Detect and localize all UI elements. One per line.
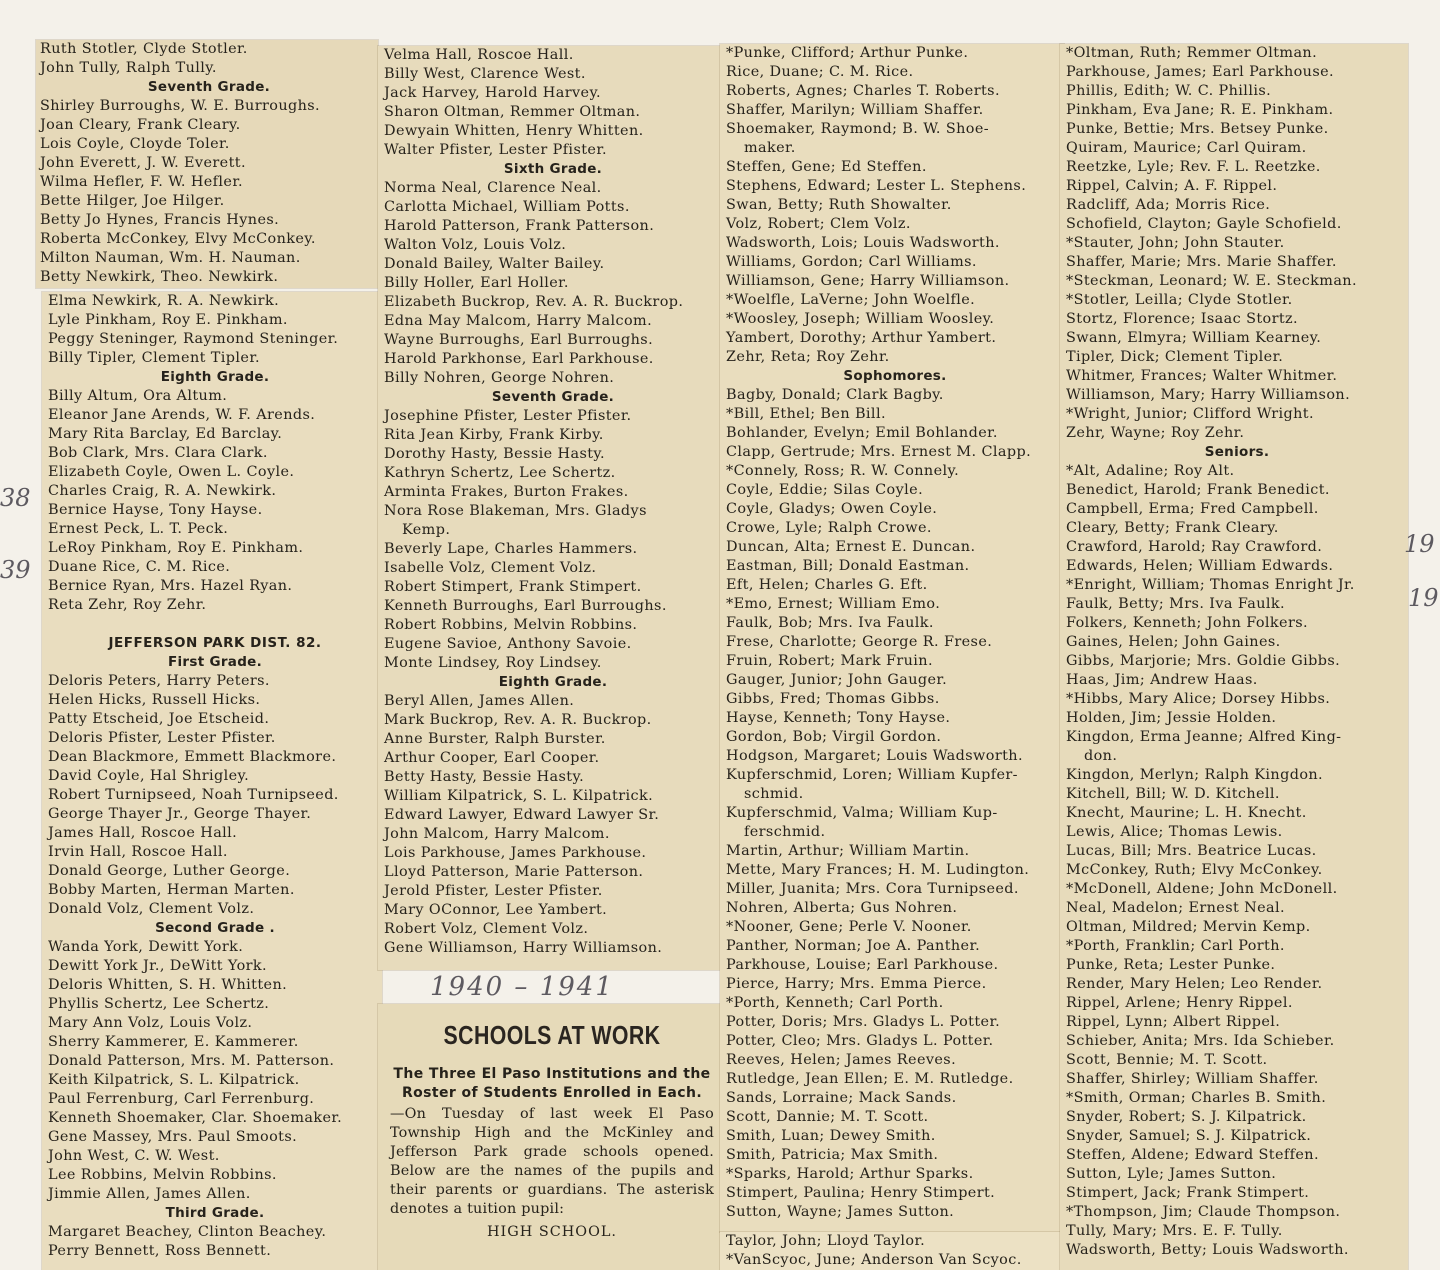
clipping-col3-bottom <box>720 1232 1064 1270</box>
roster-entry: Robert Stimpert, Frank Stimpert. <box>384 579 642 595</box>
roster-entry: Whitmer, Frances; Walter Whitmer. <box>1066 368 1338 384</box>
roster-entry: Cleary, Betty; Frank Cleary. <box>1066 520 1279 536</box>
roster-entry: *Stauter, John; John Stauter. <box>1066 235 1285 251</box>
roster-entry: Rutledge, Jean Ellen; E. M. Rutledge. <box>726 1071 1014 1087</box>
roster-entry: Bernice Ryan, Mrs. Hazel Ryan. <box>48 578 293 594</box>
roster-entry: Kenneth Burroughs, Earl Burroughs. <box>384 598 667 614</box>
roster-entry: Mary Ann Volz, Louis Volz. <box>48 1015 253 1031</box>
roster-entry: Walton Volz, Louis Volz. <box>384 237 567 253</box>
roster-entry: Phyllis Schertz, Lee Schertz. <box>48 996 270 1012</box>
roster-entry: Williams, Gordon; Carl Williams. <box>726 254 977 270</box>
roster-entry: Velma Hall, Roscoe Hall. <box>384 47 574 63</box>
roster-entry: *Porth, Kenneth; Carl Porth. <box>726 995 944 1011</box>
roster-entry: Isabelle Volz, Clement Volz. <box>384 560 597 576</box>
roster-entry: Parkhouse, Louise; Earl Parkhouse. <box>726 957 999 973</box>
roster-entry: John Tully, Ralph Tully. <box>40 60 217 76</box>
roster-entry: Pierce, Harry; Mrs. Emma Pierce. <box>726 976 987 992</box>
roster-entry: Phillis, Edith; W. C. Phillis. <box>1066 83 1272 99</box>
roster-entry: Deloris Whitten, S. H. Whitten. <box>48 977 288 993</box>
roster-entry: Lois Coyle, Cloyde Toler. <box>40 136 230 152</box>
roster-entry: Donald George, Luther George. <box>48 863 291 879</box>
roster-entry: Potter, Doris; Mrs. Gladys L. Potter. <box>726 1014 1001 1030</box>
roster-entry: Punke, Reta; Lester Punke. <box>1066 957 1276 973</box>
roster-entry: Mary OConnor, Lee Yambert. <box>384 902 608 918</box>
roster-entry: Harold Patterson, Frank Patterson. <box>384 218 655 234</box>
roster-entry: Carlotta Michael, William Potts. <box>384 199 630 215</box>
roster-entry: Crawford, Harold; Ray Crawford. <box>1066 539 1323 555</box>
roster-entry: *Connely, Ross; R. W. Connely. <box>726 463 960 479</box>
roster-entry: Lee Robbins, Melvin Robbins. <box>48 1167 277 1183</box>
article-headline: SCHOOLS AT WORK <box>443 1020 661 1050</box>
roster-entry: Duane Rice, C. M. Rice. <box>48 559 231 575</box>
roster-entry: Helen Hicks, Russell Hicks. <box>48 692 261 708</box>
roster-entry: Peggy Steninger, Raymond Steninger. <box>48 331 339 347</box>
roster-entry: Kingdon, Merlyn; Ralph Kingdon. <box>1066 767 1324 783</box>
roster-entry: Wadsworth, Lois; Louis Wadsworth. <box>726 235 1000 251</box>
clipping-col3-top <box>720 44 1064 1232</box>
roster-entry-continuation: ferschmid. <box>744 824 826 840</box>
roster-entry: Kingdon, Erma Jeanne; Alfred King- <box>1066 729 1342 745</box>
roster-entry: Margaret Beachey, Clinton Beachey. <box>48 1224 327 1240</box>
roster-entry: Rita Jean Kirby, Frank Kirby. <box>384 427 604 443</box>
roster-entry: Lyle Pinkham, Roy E. Pinkham. <box>48 312 288 328</box>
roster-entry: Swan, Betty; Ruth Showalter. <box>726 197 952 213</box>
roster-entry: Smith, Luan; Dewey Smith. <box>726 1128 936 1144</box>
roster-entry: *Sparks, Harold; Arthur Sparks. <box>726 1166 974 1182</box>
roster-entry: LeRoy Pinkham, Roy E. Pinkham. <box>48 540 304 556</box>
roster-entry: Steffen, Gene; Ed Steffen. <box>726 159 927 175</box>
roster-entry: Rice, Duane; C. M. Rice. <box>726 64 914 80</box>
roster-entry: Coyle, Gladys; Owen Coyle. <box>726 501 938 517</box>
roster-entry: Arthur Cooper, Earl Cooper. <box>384 750 600 766</box>
roster-entry: *Thompson, Jim; Claude Thompson. <box>1066 1204 1341 1220</box>
roster-entry: Jerold Pfister, Lester Pfister. <box>384 883 603 899</box>
roster-entry: Kitchell, Bill; W. D. Kitchell. <box>1066 786 1280 802</box>
roster-entry: Dewyain Whitten, Henry Whitten. <box>384 123 644 139</box>
roster-entry: Lois Parkhouse, James Parkhouse. <box>384 845 647 861</box>
roster-entry: Wanda York, Dewitt York. <box>48 939 244 955</box>
grade-heading: Seventh Grade. <box>147 79 271 95</box>
name-list <box>726 1232 1064 1270</box>
roster-entry: Lucas, Bill; Mrs. Beatrice Lucas. <box>1066 843 1317 859</box>
roster-entry: Bobby Marten, Herman Marten. <box>48 882 295 898</box>
roster-entry: Dorothy Hasty, Bessie Hasty. <box>384 446 606 462</box>
roster-entry: Milton Nauman, Wm. H. Nauman. <box>40 250 301 266</box>
roster-entry: Shaffer, Marilyn; William Shaffer. <box>726 102 984 118</box>
roster-entry: Eastman, Bill; Donald Eastman. <box>726 558 970 574</box>
grade-heading: Second Grade . <box>155 920 275 936</box>
roster-entry: Clapp, Gertrude; Mrs. Ernest M. Clapp. <box>726 444 1032 460</box>
roster-entry: Faulk, Betty; Mrs. Iva Faulk. <box>1066 596 1286 612</box>
roster-entry: Shaffer, Marie; Mrs. Marie Shaffer. <box>1066 254 1337 270</box>
roster-entry: Jack Harvey, Harold Harvey. <box>384 85 602 101</box>
roster-entry: *Punke, Clifford; Arthur Punke. <box>726 45 969 61</box>
roster-entry: Snyder, Samuel; S. J. Kilpatrick. <box>1066 1128 1312 1144</box>
roster-entry: David Coyle, Hal Shrigley. <box>48 768 250 784</box>
roster-entry: Betty Hasty, Bessie Hasty. <box>384 769 585 785</box>
roster-entry: Scott, Bennie; M. T. Scott. <box>1066 1052 1268 1068</box>
roster-entry: Lloyd Patterson, Marie Patterson. <box>384 864 644 880</box>
roster-entry: *Nooner, Gene; Perle V. Nooner. <box>726 919 972 935</box>
roster-entry: Neal, Madelon; Ernest Neal. <box>1066 900 1286 916</box>
roster-entry: Crowe, Lyle; Ralph Crowe. <box>726 520 932 536</box>
roster-entry: Rippel, Lynn; Albert Rippel. <box>1066 1014 1281 1030</box>
roster-entry: Potter, Cleo; Mrs. Gladys L. Potter. <box>726 1033 994 1049</box>
name-list <box>1066 44 1408 1260</box>
roster-entry: Billy West, Clarence West. <box>384 66 586 82</box>
roster-entry: Elma Newkirk, R. A. Newkirk. <box>48 293 280 309</box>
roster-entry: Smith, Patricia; Max Smith. <box>726 1147 939 1163</box>
margin-note-right-2: 19 <box>1408 584 1439 612</box>
roster-entry: Arminta Frakes, Burton Frakes. <box>384 484 629 500</box>
roster-entry: Sutton, Lyle; James Sutton. <box>1066 1166 1277 1182</box>
margin-note-left-2: 39 <box>0 556 31 584</box>
name-list <box>726 44 1064 1222</box>
roster-entry: Bette Hilger, Joe Hilger. <box>40 193 225 209</box>
roster-entry: Billy Nohren, George Nohren. <box>384 370 615 386</box>
roster-entry: Steffen, Aldene; Edward Steffen. <box>1066 1147 1319 1163</box>
roster-entry: *Alt, Adaline; Roy Alt. <box>1066 463 1235 479</box>
roster-entry: Stimpert, Paulina; Henry Stimpert. <box>726 1185 996 1201</box>
roster-entry: Zehr, Reta; Roy Zehr. <box>726 349 890 365</box>
roster-entry: Gene Massey, Mrs. Paul Smoots. <box>48 1129 298 1145</box>
roster-entry: Donald Patterson, Mrs. M. Patterson. <box>48 1053 335 1069</box>
grade-heading: Sophomores. <box>843 368 947 384</box>
roster-entry: George Thayer Jr., George Thayer. <box>48 806 312 822</box>
roster-entry: Bohlander, Evelyn; Emil Bohlander. <box>726 425 998 441</box>
roster-entry: *VanScyoc, June; Anderson Van Scyoc. <box>726 1252 1022 1268</box>
roster-entry: Snyder, Robert; S. J. Kilpatrick. <box>1066 1109 1307 1125</box>
roster-entry: Gauger, Junior; John Gauger. <box>726 672 948 688</box>
clipping-article <box>378 1004 724 1270</box>
roster-entry: Charles Craig, R. A. Newkirk. <box>48 483 277 499</box>
roster-entry: Dean Blackmore, Emmett Blackmore. <box>48 749 337 765</box>
roster-entry: Anne Burster, Ralph Burster. <box>384 731 606 747</box>
roster-entry-continuation: Kemp. <box>402 522 451 538</box>
grade-heading: Seniors. <box>1204 444 1270 460</box>
name-list <box>48 653 382 1261</box>
grade-heading: Eighth Grade. <box>160 369 270 385</box>
roster-entry: Patty Etscheid, Joe Etscheid. <box>48 711 270 727</box>
roster-entry: Gaines, Helen; John Gaines. <box>1066 634 1281 650</box>
roster-entry: Hodgson, Margaret; Louis Wadsworth. <box>726 748 1023 764</box>
roster-entry: Gibbs, Marjorie; Mrs. Goldie Gibbs. <box>1066 653 1341 669</box>
roster-entry: Holden, Jim; Jessie Holden. <box>1066 710 1277 726</box>
roster-entry: Gibbs, Fred; Thomas Gibbs. <box>726 691 940 707</box>
roster-entry: Beryl Allen, James Allen. <box>384 693 575 709</box>
roster-entry: Schieber, Anita; Mrs. Ida Schieber. <box>1066 1033 1335 1049</box>
roster-entry: Panther, Norman; Joe A. Panther. <box>726 938 981 954</box>
roster-entry: Nora Rose Blakeman, Mrs. Gladys <box>384 503 647 519</box>
roster-entry: *Woosley, Joseph; William Woosley. <box>726 311 995 327</box>
roster-entry: James Hall, Roscoe Hall. <box>48 825 238 841</box>
clipping-col1-main <box>42 292 382 1270</box>
roster-entry: Reeves, Helen; James Reeves. <box>726 1052 957 1068</box>
roster-entry: Bernice Hayse, Tony Hayse. <box>48 502 263 518</box>
roster-entry: Ernest Peck, L. T. Peck. <box>48 521 229 537</box>
roster-entry: Betty Newkirk, Theo. Newkirk. <box>40 269 279 285</box>
article-body: —On Tuesday of last week El Paso Township High and the McKinley and Jefferson Park grade schools opened. Below are the names of the pupils and their parents or guardians. The asterisk denotes a tuition pupil: <box>390 1106 714 1217</box>
roster-entry: Harold Parkhonse, Earl Parkhouse. <box>384 351 654 367</box>
roster-entry: Eleanor Jane Arends, W. F. Arends. <box>48 407 316 423</box>
roster-entry: Robert Volz, Clement Volz. <box>384 921 589 937</box>
grade-heading: Sixth Grade. <box>503 161 603 177</box>
handwritten-years: 1940 – 1941 <box>430 972 614 1002</box>
roster-entry: Sherry Kammerer, E. Kammerer. <box>48 1034 299 1050</box>
roster-entry: Bob Clark, Mrs. Clara Clark. <box>48 445 268 461</box>
roster-entry: Zehr, Wayne; Roy Zehr. <box>1066 425 1245 441</box>
roster-entry-continuation: schmid. <box>744 786 804 802</box>
roster-entry: McConkey, Ruth; Elvy McConkey. <box>1066 862 1323 878</box>
roster-entry: Billy Tipler, Clement Tipler. <box>48 350 260 366</box>
roster-entry: Coyle, Eddie; Silas Coyle. <box>726 482 924 498</box>
roster-entry: Dewitt York Jr., DeWitt York. <box>48 958 268 974</box>
roster-entry: Betty Jo Hynes, Francis Hynes. <box>40 212 280 228</box>
roster-entry: Eugene Savioe, Anthony Savoie. <box>384 636 632 652</box>
roster-entry: Tully, Mary; Mrs. E. F. Tully. <box>1066 1223 1283 1239</box>
roster-entry: Beverly Lape, Charles Hammers. <box>384 541 638 557</box>
grade-heading: Eighth Grade. <box>498 674 608 690</box>
roster-entry: Williamson, Mary; Harry Williamson. <box>1066 387 1351 403</box>
name-list <box>40 40 378 287</box>
roster-entry: Kenneth Shoemaker, Clar. Shoemaker. <box>48 1110 343 1126</box>
roster-entry: Donald Volz, Clement Volz. <box>48 901 255 917</box>
roster-entry: Robert Turnipseed, Noah Turnipseed. <box>48 787 339 803</box>
roster-entry: Gordon, Bob; Virgil Gordon. <box>726 729 942 745</box>
roster-entry: Faulk, Bob; Mrs. Iva Faulk. <box>726 615 934 631</box>
roster-entry: Stephens, Edward; Lester L. Stephens. <box>726 178 1027 194</box>
roster-entry: Pinkham, Eva Jane; R. E. Pinkham. <box>1066 102 1334 118</box>
roster-entry: Perry Bennett, Ross Bennett. <box>48 1243 272 1259</box>
roster-entry: Monte Lindsey, Roy Lindsey. <box>384 655 602 671</box>
roster-entry: Billy Holler, Earl Holler. <box>384 275 569 291</box>
roster-entry-continuation: don. <box>1084 748 1118 764</box>
roster-entry: *Smith, Orman; Charles B. Smith. <box>1066 1090 1327 1106</box>
roster-entry: Joan Cleary, Frank Cleary. <box>40 117 241 133</box>
article-subhead: The Three El Paso Institutions and the Roster of Students Enrolled in Each. <box>393 1066 711 1101</box>
roster-entry: Donald Bailey, Walter Bailey. <box>384 256 605 272</box>
roster-entry: Stimpert, Jack; Frank Stimpert. <box>1066 1185 1310 1201</box>
roster-entry: *Enright, William; Thomas Enright Jr. <box>1066 577 1355 593</box>
roster-entry: Lewis, Alice; Thomas Lewis. <box>1066 824 1283 840</box>
roster-entry: Reta Zehr, Roy Zehr. <box>48 597 207 613</box>
roster-entry: Keith Kilpatrick, S. L. Kilpatrick. <box>48 1072 300 1088</box>
roster-entry: Punke, Bettie; Mrs. Betsey Punke. <box>1066 121 1329 137</box>
roster-entry: John Malcom, Harry Malcom. <box>384 826 610 842</box>
clipping-col2 <box>378 46 722 970</box>
clipping-col4 <box>1060 44 1408 1270</box>
section-heading: HIGH SCHOOL. <box>487 1224 617 1240</box>
roster-entry: Wilma Hefler, F. W. Hefler. <box>40 174 243 190</box>
roster-entry: Frese, Charlotte; George R. Frese. <box>726 634 993 650</box>
roster-entry: Bagby, Donald; Clark Bagby. <box>726 387 944 403</box>
roster-entry: Render, Mary Helen; Leo Render. <box>1066 976 1323 992</box>
roster-entry: Josephine Pfister, Lester Pfister. <box>384 408 632 424</box>
roster-entry: Radcliff, Ada; Morris Rice. <box>1066 197 1271 213</box>
roster-entry: John Everett, J. W. Everett. <box>40 155 246 171</box>
roster-entry: Rippel, Calvin; A. F. Rippel. <box>1066 178 1278 194</box>
roster-entry: Fruin, Robert; Mark Fruin. <box>726 653 933 669</box>
roster-entry: John West, C. W. West. <box>48 1148 220 1164</box>
roster-entry: Stortz, Florence; Isaac Stortz. <box>1066 311 1298 327</box>
roster-entry: *Stotler, Leilla; Clyde Stotler. <box>1066 292 1293 308</box>
name-list <box>384 46 722 958</box>
roster-entry: Swann, Elmyra; William Kearney. <box>1066 330 1322 346</box>
margin-note-left-1: 38 <box>0 484 31 512</box>
roster-entry: Williamson, Gene; Harry Williamson. <box>726 273 1010 289</box>
roster-entry: Robert Robbins, Melvin Robbins. <box>384 617 638 633</box>
roster-entry: Mary Rita Barclay, Ed Barclay. <box>48 426 283 442</box>
roster-entry: Deloris Peters, Harry Peters. <box>48 673 270 689</box>
roster-entry: Shirley Burroughs, W. E. Burroughs. <box>40 98 321 114</box>
roster-entry: Jimmie Allen, James Allen. <box>48 1186 251 1202</box>
roster-entry: William Kilpatrick, S. L. Kilpatrick. <box>384 788 654 804</box>
roster-entry: Edward Lawyer, Edward Lawyer Sr. <box>384 807 660 823</box>
roster-entry: *Hibbs, Mary Alice; Dorsey Hibbs. <box>1066 691 1331 707</box>
roster-entry: Sutton, Wayne; James Sutton. <box>726 1204 955 1220</box>
roster-entry: Sharon Oltman, Remmer Oltman. <box>384 104 641 120</box>
district-heading: JEFFERSON PARK DIST. 82. <box>108 635 322 651</box>
roster-entry: Mette, Mary Frances; H. M. Ludington. <box>726 862 1030 878</box>
grade-heading: First Grade. <box>167 654 263 670</box>
roster-entry: Benedict, Harold; Frank Benedict. <box>1066 482 1330 498</box>
roster-entry: Tipler, Dick; Clement Tipler. <box>1066 349 1284 365</box>
roster-entry: Quiram, Maurice; Carl Quiram. <box>1066 140 1307 156</box>
roster-entry: *Steckman, Leonard; W. E. Steckman. <box>1066 273 1357 289</box>
roster-entry: Nohren, Alberta; Gus Nohren. <box>726 900 958 916</box>
roster-entry: Roberts, Agnes; Charles T. Roberts. <box>726 83 1000 99</box>
roster-entry: Elizabeth Coyle, Owen L. Coyle. <box>48 464 295 480</box>
roster-entry: Elizabeth Buckrop, Rev. A. R. Buckrop. <box>384 294 684 310</box>
roster-entry: *Oltman, Ruth; Remmer Oltman. <box>1066 45 1318 61</box>
roster-entry: Kathryn Schertz, Lee Schertz. <box>384 465 616 481</box>
roster-entry: Mark Buckrop, Rev. A. R. Buckrop. <box>384 712 652 728</box>
roster-entry: Rippel, Arlene; Henry Rippel. <box>1066 995 1293 1011</box>
roster-entry-continuation: maker. <box>744 140 796 156</box>
roster-entry: Knecht, Maurine; L. H. Knecht. <box>1066 805 1307 821</box>
roster-entry: Taylor, John; Lloyd Taylor. <box>726 1233 926 1249</box>
roster-entry: *Woelfle, LaVerne; John Woelfle. <box>726 292 976 308</box>
roster-entry: Billy Altum, Ora Altum. <box>48 388 228 404</box>
roster-entry: Wayne Burroughs, Earl Burroughs. <box>384 332 654 348</box>
roster-entry: Eft, Helen; Charles G. Eft. <box>726 577 928 593</box>
roster-entry: Parkhouse, James; Earl Parkhouse. <box>1066 64 1335 80</box>
grade-heading: Third Grade. <box>165 1205 265 1221</box>
roster-entry: Yambert, Dorothy; Arthur Yambert. <box>726 330 997 346</box>
clipping-col1-top <box>36 40 378 288</box>
roster-entry: Miller, Juanita; Mrs. Cora Turnipseed. <box>726 881 1019 897</box>
roster-entry: Ruth Stotler, Clyde Stotler. <box>40 41 248 57</box>
roster-entry: Shoemaker, Raymond; B. W. Shoe- <box>726 121 990 137</box>
roster-entry: Hayse, Kenneth; Tony Hayse. <box>726 710 951 726</box>
roster-entry: Wadsworth, Betty; Louis Wadsworth. <box>1066 1242 1349 1258</box>
roster-entry: Paul Ferrenburg, Carl Ferrenburg. <box>48 1091 315 1107</box>
roster-entry: Deloris Pfister, Lester Pfister. <box>48 730 276 746</box>
name-list <box>48 292 382 615</box>
roster-entry: Campbell, Erma; Fred Campbell. <box>1066 501 1319 517</box>
roster-entry: Schofield, Clayton; Gayle Schofield. <box>1066 216 1342 232</box>
roster-entry: Reetzke, Lyle; Rev. F. L. Reetzke. <box>1066 159 1321 175</box>
roster-entry: *Emo, Ernest; William Emo. <box>726 596 941 612</box>
roster-entry: Folkers, Kenneth; John Folkers. <box>1066 615 1309 631</box>
roster-entry: Kupferschmid, Loren; William Kupfer- <box>726 767 1018 783</box>
roster-entry: *Bill, Ethel; Ben Bill. <box>726 406 886 422</box>
roster-entry: Duncan, Alta; Ernest E. Duncan. <box>726 539 976 555</box>
roster-entry: *Wright, Junior; Clifford Wright. <box>1066 406 1314 422</box>
roster-entry: Edwards, Helen; William Edwards. <box>1066 558 1334 574</box>
roster-entry: Haas, Jim; Andrew Haas. <box>1066 672 1258 688</box>
roster-entry: Kupferschmid, Valma; William Kup- <box>726 805 998 821</box>
roster-entry: Volz, Robert; Clem Volz. <box>726 216 911 232</box>
grade-heading: Seventh Grade. <box>491 389 615 405</box>
roster-entry: Shaffer, Shirley; William Shaffer. <box>1066 1071 1319 1087</box>
roster-entry: Norma Neal, Clarence Neal. <box>384 180 602 196</box>
roster-entry: *McDonell, Aldene; John McDonell. <box>1066 881 1338 897</box>
roster-entry: *Porth, Franklin; Carl Porth. <box>1066 938 1285 954</box>
roster-entry: Martin, Arthur; William Martin. <box>726 843 970 859</box>
roster-entry: Roberta McConkey, Elvy McConkey. <box>40 231 316 247</box>
roster-entry: Irvin Hall, Roscoe Hall. <box>48 844 228 860</box>
roster-entry: Scott, Dannie; M. T. Scott. <box>726 1109 929 1125</box>
roster-entry: Oltman, Mildred; Mervin Kemp. <box>1066 919 1311 935</box>
roster-entry: Sands, Lorraine; Mack Sands. <box>726 1090 957 1106</box>
roster-entry: Gene Williamson, Harry Williamson. <box>384 940 663 956</box>
roster-entry: Walter Pfister, Lester Pfister. <box>384 142 607 158</box>
margin-note-right-1: 19 <box>1404 530 1435 558</box>
roster-entry: Edna May Malcom, Harry Malcom. <box>384 313 653 329</box>
